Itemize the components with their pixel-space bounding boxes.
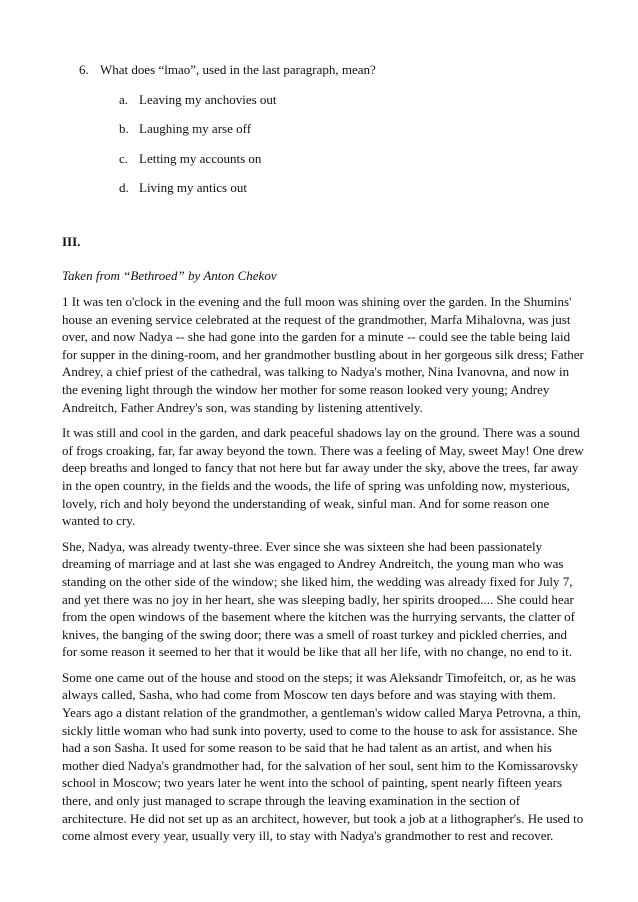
- question-6: [79, 62, 376, 78]
- question-number: 6.: [79, 62, 89, 77]
- option-text: Living my antics out: [139, 180, 247, 195]
- option-letter: a.: [119, 92, 129, 107]
- paragraph: It was still and cool in the garden, and dark peaceful shadows lay on the ground. There was a sound of frogs croaking, far, far away beyond the town. There was a feeling of May, sweet May! One drew deep breaths and longed to fancy that not here but far away under the sky, above the trees, far away in the open country, in the fields and the woods, the life of spring was unfolding now, mysterious, lovely, rich and holy beyond the understanding of weak, sinful man. And for some reason one wanted to cry.: [62, 425, 584, 529]
- excerpt-body: [62, 293, 584, 853]
- option-text: Letting my accounts on: [139, 151, 262, 166]
- option-letter: d.: [119, 180, 129, 195]
- option-text: Leaving my anchovies out: [139, 92, 277, 107]
- section-heading: III.: [62, 234, 81, 249]
- paragraph: Some one came out of the house and stood on the steps; it was Aleksandr Timofeitch, or, as he was always called, Sasha, who had come from Moscow ten days before and was staying with them. Years ago a distant relation of the grandmother, a gentleman's widow called Marya Petrovna, a thin, sickly little woman who had sunk into poverty, used to come to the house to ask for assistance. She had a son Sasha. It used for some reason to be said that he had talent as an artist, and when his mother died Nadya's grandmother had, for the salvation of her soul, sent him to the Komissarovsky school in Moscow; two years later he went into the school of painting, spent nearly fifteen years there, and only just managed to scrape through the leaving examination in the section of architecture. He did not set up as an architect, however, but took a job at a lithographer's. He used to come almost every year, usually very ill, to stay with Nadya's grandmother to rest and recover.: [62, 669, 584, 844]
- option-a: [119, 92, 277, 108]
- option-b: [119, 121, 251, 137]
- option-c: [119, 151, 261, 167]
- question-text: What does “lmao”, used in the last paragraph, mean?: [100, 62, 376, 77]
- option-letter: b.: [119, 121, 129, 136]
- option-letter: c.: [119, 151, 129, 166]
- option-text: Laughing my arse off: [139, 121, 252, 136]
- paragraph: She, Nadya, was already twenty-three. Ever since she was sixteen she had been passionately dreaming of marriage and at last she was engaged to Andrey Andreitch, the young man who was standing on the other side of the window; she liked him, the wedding was already fixed for July 7, and yet there was no joy in her heart, she was sleeping badly, her spirits drooped.... She could hear from the open windows of the basement where the kitchen was the hurrying servants, the clatter of knives, the banging of the swing door; there was a smell of roast turkey and pickled cherries, and for some reason it seemed to her that it would be like that all her life, with no change, no end to it.: [62, 538, 575, 660]
- source-line: Taken from “Bethroed” by Anton Chekov: [62, 268, 277, 283]
- option-d: [119, 180, 247, 196]
- paragraph: 1 It was ten o'clock in the evening and the full moon was shining over the garden. In the Shumins' house an evening service celebrated at the request of the grandmother, Marfa Mihalovna, was just over, and now Nadya -- she had gone into the garden for a minute -- could see the table being laid for supper in the dining-room, and her grandmother bustling about in her gorgeous silk dress; Father Andrey, a chief priest of the cathedral, was talking to Nadya's mother, Nina Ivanovna, and now in the evening light through the window her mother for some reason looked very young; Andrey Andreitch, Father Andrey's son, was standing by listening attentively.: [62, 294, 584, 415]
